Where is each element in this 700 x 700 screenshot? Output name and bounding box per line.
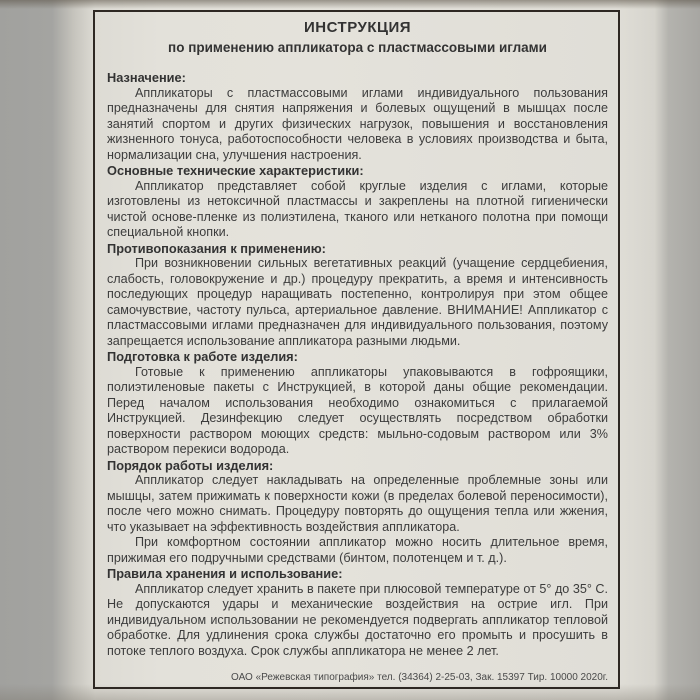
title-block (107, 18, 608, 57)
print-shop-footer: ОАО «Режевская типография» тел. (34364) 2-25-03, Зак. 15397 Тир. 10000 2020г. (231, 672, 608, 683)
document-subtitle: по применению аппликатора с пластмассовыми иглами (168, 40, 547, 55)
section-heading: Правила хранения и использование: (107, 566, 343, 581)
section-heading: Подготовка к работе изделия: (107, 349, 298, 364)
section-heading: Порядок работы изделия: (107, 457, 274, 473)
section-paragraph: При возникновении сильных вегетативных реакций (учащение сердцебиения, слабость, головокружение и др.) процедуру прекратить, а время и интенсивность последующих процедур наращивать постепенно, контролируя при этом общее самочувствие, частоту пульса, артериальное давление. ВНИМАНИЕ! Аппликатор с пластмассовыми иглами предназначен для индивидуального пользования, поэтому запрещается использование аппликатора разными людьми. (107, 256, 608, 348)
section-paragraph: Аппликатор представляет собой круглые изделия с иглами, которые изготовлены из нетоксичной пластмассы и закреплены на плотной гигиенически чистой основе-пленке из полиэтилена, тканого или нетканого полотна при помощи специальной кнопки. (107, 178, 608, 239)
section-heading: Противопоказания к применению: (107, 240, 326, 256)
section-heading: Назначение: (107, 70, 186, 85)
section-paragraph: Аппликатор следует хранить в пакете при плюсовой температуре от 5° до 35° С. Не допускаются удары и механические воздействия на острие игл. При индивидуальном использовании не рекомендуется подвергать аппликатор тепловой обработке. Для удлинения срока службы достаточно его промыть и просушить в потоке теплого воздуха. Срок службы аппликатора не менее 2 лет. (107, 581, 608, 658)
section-paragraph: Готовые к применению аппликаторы упаковываются в гофроящики, полиэтиленовые пакеты с Инструкцией, в которой даны общие рекомендации. Перед началом использования необходимо ознакомиться с прилагаемой Инструкцией. Дезинфекцию следует осуществлять посредством обработки поверхности раствором моющих средств: мыльно-содовым раствором или 3% раствором перекиси водорода. (107, 364, 608, 456)
section-heading: Основные технические характеристики: (107, 163, 364, 178)
instruction-body (107, 70, 608, 671)
instruction-frame (93, 10, 620, 689)
section-paragraph: Аппликатор следует накладывать на определенные проблемные зоны или мышцы, затем прижимать к поверхности кожи (в пределах болевой переносимости), после чего можно снимать. Процедуру повторять до ощущения тепла или жжения, что указывает на эффективность воздействия аппликатора. (107, 473, 608, 534)
section-paragraph: При комфортном состоянии аппликатор можно носить длительное время, прижимая его подручными средствами (бинтом, полотенцем и т. д.). (107, 535, 608, 565)
document-title: ИНСТРУКЦИЯ (303, 19, 412, 36)
section-paragraph: Аппликаторы с пластмассовыми иглами индивидуального пользования предназначены для снятия напряжения и болевых ощущений в мышцах после занятий спортом и других физических нагрузок, повышения и восстановления жизненного тонуса, работоспособности человека в условиях производства и быта, нормализации сна, улучшения настроения. (107, 85, 608, 162)
